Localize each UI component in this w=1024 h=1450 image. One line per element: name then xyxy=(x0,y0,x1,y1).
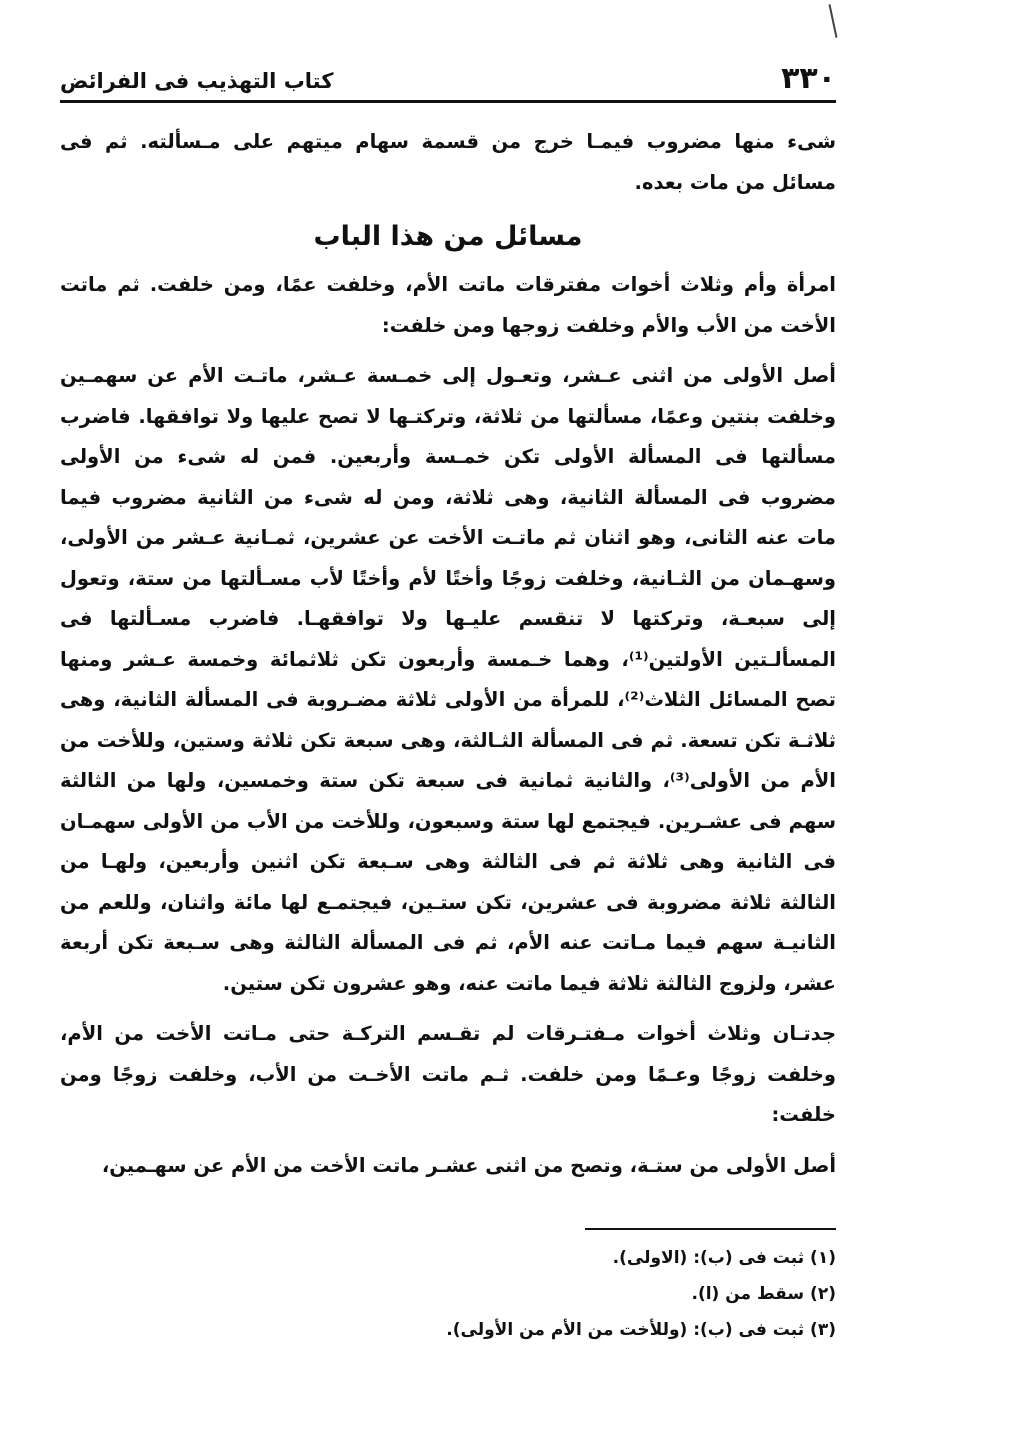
footnote-rule xyxy=(585,1228,836,1230)
paragraph-solution-1: أصل الأولى من اثنى عـشر، وتعـول إلى خمـسة عـشر، ماتـت الأم عن سهمـين وخلفت بنتين وعمًا، مسألتها من ثلاثة، وتركتـها لا تصح عليها ولا توافقها. فاضرب مسألتها فى المسألة الأولى تكن خمـسة وأربعين. فمن له شىء من الأولى مضروب فى المسألة الثانية، وهى ثلاثة، ومن له شىء من الثانية مضروب فيما مات عنه الثانى، وهو اثنان ثم ماتـت الأخت عن عشرين، ثمـانية عـشر من الأولى، وسهـمان من الثـانية، وخلفت زوجًا وأختًا لأم وأختًا لأب مسـألتها من ستة، وتعول إلى سبعـة، وتركتها لا تنقسم عليـها ولا توافقهـا. فاضرب مسـألتها فى المسألـتين الأولتين⁽¹⁾، وهما خـمسة وأربعون تكن ثلاثمائة وخمسة عـشر ومنها تصح المسائل الثلاث⁽²⁾، للمرأة من الأولى ثلاثة مضـروبة فى المسألة الثانية، وهى ثلاثـة تكن تسعة. ثم فى المسألة الثـالثة، وهى سبعة تكن ثلاثة وستين، وللأخت من الأم من الأولى⁽³⁾، والثانية ثمانية فى سبعة تكن ستة وخمسين، ولها من الثالثة سهم فى عشـرين. فيجتمع لها ستة وسبعون، وللأخت من الأب من الأولى سهمـان فى الثانية وهى ثلاثة ثم فى الثالثة وهى سـبعة تكن اثنين وأربعين، ولهـا من الثالثة ثلاثة مضروبة فى عشرين، تكن ستـين، فيجتمـع لها مائة واثنان، وللعم من الثانيـة سهم فيما مـاتت عنه الأم، ثم فى المسألة الثالثة وهى سـبعة تكن أربعة عشر، ولزوج الثالثة ثلاثة فيما ماتت عنه، وهو عشرون تكن ستين. xyxy=(60,364,836,995)
body-text xyxy=(60,122,836,1186)
paragraph-continuation: شىء منها مضروب فيمـا خرج من قسمة سهام ميتهم على مـسألته. ثم فى مسائل من مات بعده. xyxy=(60,130,836,194)
scan-edge-mark xyxy=(828,4,837,38)
paragraph-solution-2: أصل الأولى من ستـة، وتصح من اثنى عشـر ماتت الأخت من الأم عن سهـمين، xyxy=(101,1153,836,1177)
footnotes xyxy=(360,1240,836,1348)
section-heading: مسائل من هذا الباب xyxy=(313,221,583,252)
paragraph-problem-2: جدتـان وثلاث أخوات مـفتـرقات لم تقـسم التركـة حتى مـاتت الأخت من الأم، وخلفت زوجًا وعـمًا ومن خلفت. ثـم ماتت الأخـت من الأب، وخلفت زوجًا ومن خلفت: xyxy=(60,1022,836,1126)
page-header xyxy=(60,58,836,96)
footnote-1: (١) ثبت فى (ب): (الاولى). xyxy=(612,1248,836,1268)
page-number: ٣٣٠ xyxy=(781,61,836,96)
header-rule xyxy=(60,100,836,103)
running-title: كتاب التهذيب فى الفرائض xyxy=(60,69,334,93)
footnote-2: (٢) سقط من (ا). xyxy=(691,1284,836,1304)
footnote-3: (٣) ثبت فى (ب): (وللأخت من الأم من الأولى). xyxy=(446,1320,836,1340)
paragraph-problem-1: امرأة وأم وثلاث أخوات مفترقات ماتت الأم، وخلفت عمًا، ومن خلفت. ثم ماتت الأخت من الأب والأم وخلفت زوجها ومن خلفت: xyxy=(60,273,836,337)
